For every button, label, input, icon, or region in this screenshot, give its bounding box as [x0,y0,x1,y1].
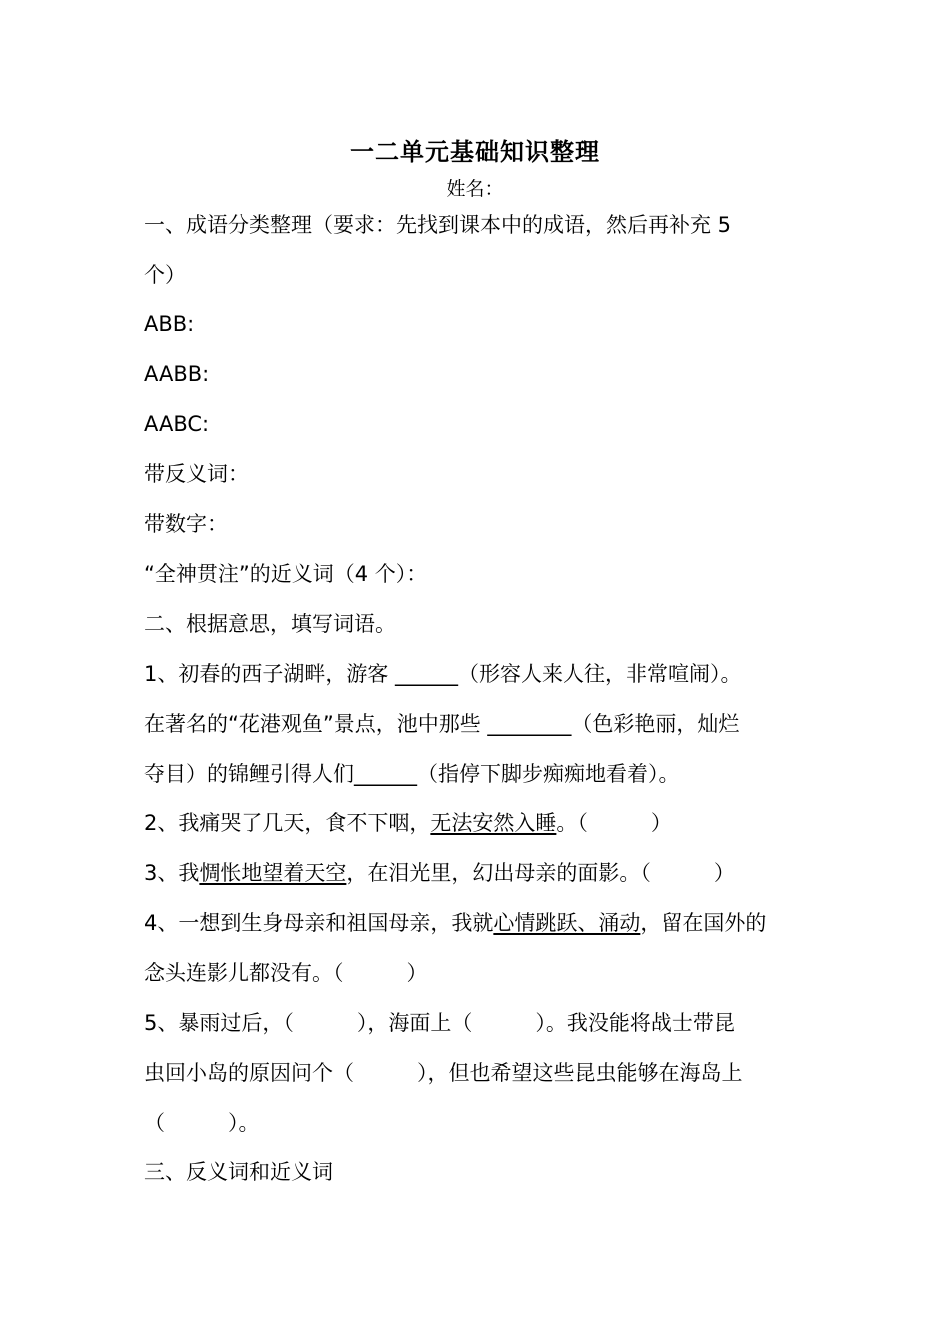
question-3-rest: ，在泪光里，幻出母亲的面影。（ ） [346,861,735,885]
aabb-label: AABB: [144,362,210,386]
question-3-text: 3、我 [144,861,200,885]
question-3 [144,858,824,888]
antonym-label: 带反义词： [144,462,249,486]
question-5-line-2: 虫回小岛的原因问个（ ），但也希望这些昆虫能够在海岛上 [144,1061,743,1085]
document-title: 一二单元基础知识整理 [350,138,600,166]
synonym-label: “全神贯注”的近义词（4 个）： [144,562,428,586]
section-3-heading: 三、反义词和近义词 [144,1160,333,1184]
number-label: 带数字： [144,512,228,536]
question-4-rest: ，留在国外的 [640,911,767,935]
section-1-heading-cont: 个） [144,263,186,287]
question-4-line-2: 念头连影儿都没有。（ ） [144,961,428,985]
section-2-heading: 二、根据意思，填写词语。 [144,612,396,636]
section-1-heading: 一、成语分类整理（要求：先找到课本中的成语，然后再补充 5 [144,213,732,237]
question-2-underlined: 无法安然入睡 [430,811,557,835]
name-label: 姓名： [446,178,504,200]
question-2 [144,808,824,838]
question-4 [144,908,824,938]
question-1-line-2: 在著名的“花港观鱼”景点，池中那些 ________（色彩艳丽，灿烂 [144,712,740,736]
question-1-line-1: 1、初春的西子湖畔，游客 ______（形容人来人往，非常喧闹）。 [144,662,742,686]
aabc-label: AABC: [144,412,210,436]
question-3-underlined: 惆怅地望着天空 [199,861,347,885]
question-5-line-3: （ ）。 [144,1111,260,1135]
question-2-text: 2、我痛哭了几天，食不下咽， [144,811,431,835]
question-4-underlined: 心情跳跃、涌动 [493,911,641,935]
abb-label: ABB: [144,312,195,336]
question-4-text: 4、一想到生身母亲和祖国母亲，我就 [144,911,494,935]
question-2-blank: 。（ ） [556,811,672,835]
question-1-line-3: 夺目）的锦鲤引得人们______（指停下脚步痴痴地看着）。 [144,762,680,786]
question-5-line-1: 5、暴雨过后，（ ），海面上（ ）。我没能将战士带昆 [144,1011,735,1035]
